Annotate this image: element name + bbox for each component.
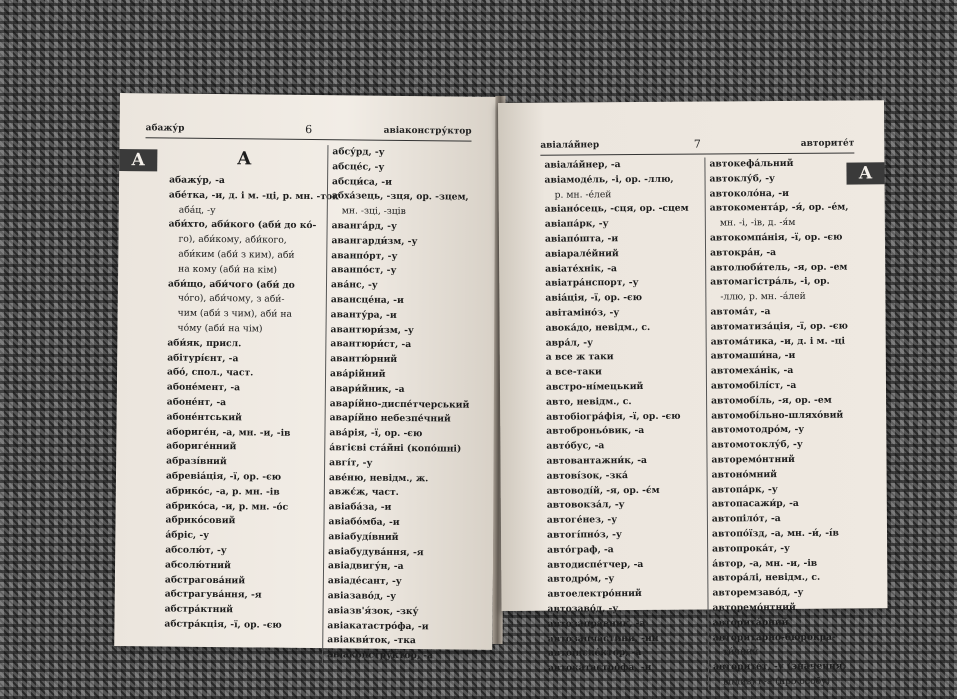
dictionary-entry: автоматиза́ція, -ї, ор. -єю — [710, 320, 848, 333]
dictionary-entry: авіарале́йний — [545, 247, 619, 260]
dictionary-entry: автопіло́т, -а — [711, 513, 781, 525]
dictionary-entry: авіа́ція, -ї, ор. -єю — [545, 292, 643, 304]
dictionary-entry: авангарди́зм, -у — [331, 235, 418, 247]
dictionary-entry: австро-ні́мецький — [545, 380, 644, 393]
dictionary-entry: вплив) і -а (про особу) — [723, 675, 831, 688]
dictionary-entry: авіапа́рк, -у — [544, 218, 609, 230]
dictionary-entry: абориге́нний — [166, 440, 237, 453]
dictionary-entry: авіапо́шта, -и — [544, 233, 619, 245]
dictionary-entry: автокефа́льний — [709, 157, 794, 170]
dictionary-entry: го), аби́кому, аби́кого, — [178, 233, 287, 246]
dictionary-entry: автобіогра́фія, -ї, ор. -єю — [546, 410, 681, 423]
dictionary-entry: абсолю́тний — [165, 559, 231, 571]
dictionary-entry: авторита́рно-бюрокра- — [712, 631, 836, 644]
dictionary-entry: абоне́нт, -а — [166, 396, 227, 409]
dictionary-entry: автома́тика, -и, д. і м. -ці — [710, 335, 846, 348]
dictionary-entry: аванга́рд, -у — [331, 220, 397, 232]
dictionary-entry: автомобі́льно-шляхо́вий — [711, 409, 844, 422]
dictionary-entry: абха́зець, -зця, ор. -зцем, — [331, 190, 469, 204]
left-column-2 — [322, 145, 482, 664]
dictionary-entry: абразі́вний — [166, 455, 227, 468]
dictionary-entry: автоге́нез, -у — [546, 514, 618, 526]
dictionary-entry: автоелектро́нний — [547, 588, 642, 600]
right-running-last-word: авторите́т — [800, 138, 855, 149]
dictionary-entry: автомеха́нік, -а — [710, 365, 794, 377]
dictionary-entry: авто, невідм., с. — [546, 395, 632, 408]
dictionary-entry: аванпо́ст, -у — [331, 264, 397, 277]
dictionary-entry: аба́ц, -у — [178, 204, 216, 216]
dictionary-entry: автомобілі́ст, -а — [710, 379, 797, 392]
dictionary-entry: абориге́н, -а, мн. -и, -ів — [166, 426, 291, 439]
dictionary-entry: автоколо́на, -и — [709, 187, 789, 200]
dictionary-entry: авіате́хнік, -а — [545, 262, 618, 275]
dictionary-entry: автомаши́на, -и — [710, 350, 796, 362]
dictionary-entry: абстрагова́ний — [164, 574, 246, 586]
dictionary-entry: авжє́ж, част. — [328, 486, 399, 499]
dictionary-entry: автоклу́б, -у — [709, 172, 775, 185]
dictionary-entry: авторемо́нтний — [712, 601, 796, 614]
dictionary-entry: абстра́ктний — [164, 603, 234, 616]
dictionary-entry: автоброньо́вик, -а — [546, 425, 645, 438]
dictionary-entry: а все-таки — [545, 366, 602, 378]
dictionary-entry: абоне́нтський — [166, 411, 242, 424]
right-running-first-word: авіала́йнер — [540, 140, 600, 151]
dictionary-entry: авторита́рний — [712, 616, 789, 629]
section-heading: А — [236, 148, 252, 170]
dictionary-entry: аванпо́рт, -у — [331, 249, 398, 262]
dictionary-entry: абревіа́ція, -ї, ор. -єю — [165, 470, 282, 483]
dictionary-entry: авторемзаво́д, -у — [712, 586, 804, 599]
dictionary-entry: авіазв'я́зок, -зку́ — [327, 604, 419, 617]
dictionary-entry: авіаконстру́ктор, -а — [327, 649, 434, 662]
dictionary-entry: авіаба́за, -и — [328, 501, 392, 513]
right-running-head — [540, 139, 854, 156]
dictionary-entry: абстрагува́ння, -я — [164, 588, 262, 601]
dictionary-entry: абрико́с, -а, р. мн. -ів — [165, 485, 280, 498]
right-page-number: 7 — [693, 137, 701, 151]
dictionary-entry: -ллю, р. мн. -а́лей — [720, 291, 806, 303]
dictionary-entry: автолюби́тель, -я, ор. -ем — [710, 261, 848, 274]
dictionary-entry: авіабудува́ння, -я — [328, 545, 424, 558]
dictionary-entry: абоне́мент, -а — [166, 381, 241, 394]
dictionary-entry: автові́зок, -зка́ — [546, 469, 628, 482]
dictionary-entry: мн. -зці, -зців — [341, 205, 406, 218]
dictionary-entry: авіадвигу́н, -а — [328, 560, 404, 573]
dictionary-entry: а́втор, -а, мн. -и, -ів — [712, 557, 818, 570]
dictionary-entry: абажу́р, -а — [169, 174, 225, 187]
dictionary-entry: авітаміно́з, -у — [545, 307, 620, 319]
dictionary-entry: авіатра́нспорт, -у — [545, 277, 639, 290]
dictionary-entry: автопрока́т, -у — [712, 542, 790, 555]
right-page — [498, 100, 888, 688]
left-page — [114, 93, 498, 662]
dictionary-entry: авто́бус, -а — [546, 440, 605, 452]
left-section-tab: А — [119, 149, 157, 171]
dictionary-entry: абстра́кція, -ї, ор. -єю — [164, 618, 282, 631]
dictionary-entry: авіазаво́д, -у — [327, 590, 397, 602]
dictionary-entry: чо́го), аби́чому, з аби́- — [177, 292, 285, 306]
dictionary-entry: авантюри́зм, -у — [330, 323, 414, 336]
dictionary-entry: а все ж таки — [545, 351, 614, 364]
dictionary-entry: чим (аби́ з чим), аби́ на — [177, 307, 293, 320]
dictionary-entry: авіамоде́ль, -і, ор. -ллю, — [544, 173, 674, 186]
left-running-head — [146, 123, 472, 141]
dictionary-entry: аби́як, присл. — [167, 337, 242, 350]
dictionary-entry: авіакатастро́фа, -и — [327, 619, 429, 632]
dictionary-entry: автокомпа́нія, -ї, ор. -єю — [709, 231, 843, 244]
dictionary-entry: ава́рійний — [330, 368, 386, 380]
dictionary-entry: або́, спол., част. — [167, 366, 254, 379]
dictionary-entry: а́бріс, -у — [165, 529, 210, 542]
left-column-1 — [164, 148, 339, 634]
dictionary-entry: авантю́рний — [330, 353, 398, 366]
dictionary-entry: а́вгієві ста́йні (копо́шні) — [329, 442, 462, 455]
left-running-first-word: абажу́р — [145, 123, 185, 134]
dictionary-entry: аварі́йно небезпе́чний — [329, 412, 451, 425]
dictionary-entry: автодиспе́тчер, -а — [547, 558, 644, 571]
dictionary-entry: ава́рія, -ї, ор. -єю — [329, 427, 423, 440]
dictionary-entry: авто́граф, -а — [547, 543, 614, 556]
dictionary-entry: автора́лі, невідм., с. — [712, 572, 821, 584]
dictionary-entry: абітурі́єнт, -а — [167, 352, 239, 364]
dictionary-entry: авантюри́ст, -а — [330, 338, 412, 351]
right-column-1 — [544, 158, 698, 677]
dictionary-entry: автопасажи́р, -а — [711, 498, 799, 510]
left-page-number: 6 — [305, 122, 313, 137]
dictionary-entry: автогі́пно́з, -у — [546, 529, 622, 541]
dictionary-entry: автозапча́стини, -ин — [547, 632, 659, 645]
dictionary-entry: авансце́на, -и — [330, 294, 404, 306]
dictionary-entry: чо́му (аби́ на чім) — [177, 322, 263, 335]
dictionary-entry: авіакви́ток, -тка — [327, 634, 416, 647]
dictionary-entry: аванту́ра, -и — [330, 308, 397, 321]
dictionary-entry: ава́нс, -у — [330, 279, 378, 291]
dictionary-entry: авіабуді́вний — [328, 530, 399, 543]
dictionary-entry: аби́ким (аби́ з ким), аби́ — [178, 248, 295, 261]
dictionary-entry: абрико́са, -и, р. мн. -о́с — [165, 500, 289, 513]
dictionary-entry: авгі́т, -у — [329, 456, 373, 469]
dictionary-entry: автоводі́й, -я, ор. -є́м — [546, 484, 660, 497]
dictionary-entry: мн. -і, -ів, д. -я́м — [719, 217, 796, 229]
dictionary-entry: авіано́сець, -сця, ор. -сцем — [544, 203, 689, 216]
dictionary-entry: авра́л, -у — [545, 336, 594, 349]
dictionary-entry: авока́до, невідм., с. — [545, 321, 651, 334]
dictionary-entry: авіабо́мба, -и — [328, 516, 400, 528]
dictionary-entry: абсолю́т, -у — [165, 544, 227, 557]
dictionary-entry: автодро́м, -у — [547, 573, 615, 585]
dictionary-entry: автоінспе́ктор, -а — [547, 647, 642, 659]
dictionary-entry: авіаде́сант, -у — [327, 575, 402, 588]
dictionary-entry: автопо́їзд, -а, мн. -и́, -і́в — [711, 527, 839, 540]
dictionary-entry: автокра́н, -а — [710, 246, 777, 259]
dictionary-entry: р. мн. -е́лей — [554, 188, 612, 201]
dictionary-entry: автокомента́р, -я́, ор. -е́м, — [709, 201, 849, 214]
dictionary-entry: на кому (аби́ на кім) — [178, 263, 278, 276]
dictionary-entry: автомотоклу́б, -у — [711, 439, 803, 451]
left-running-last-word: авіаконстру́ктор — [383, 125, 472, 137]
dictionary-entry: аби́хто, аби́кого (аби́ до ко́- — [168, 218, 317, 232]
dictionary-entry: автоно́мний — [711, 468, 777, 481]
dictionary-entry: абрико́совий — [165, 514, 236, 527]
dictionary-entry: абсце́с, -у — [332, 161, 385, 173]
dictionary-entry: аби́що, аби́чого (аби́ до — [167, 278, 295, 291]
dictionary-entry: автозапра́вник, -а — [547, 617, 646, 630]
dictionary-entry: авари́йник, -а — [329, 382, 405, 395]
right-column-2 — [704, 156, 873, 690]
dictionary-entry: автомотодро́м, -у — [711, 424, 805, 436]
dictionary-entry: автомагістра́ль, -і, ор. — [710, 276, 830, 288]
dictionary-entry: автовантажни́к, -а — [546, 454, 648, 467]
dictionary-entry: автома́т, -а — [710, 306, 771, 318]
dictionary-entry: абе́тка, -и, д. і м. -ці, р. мн. -ток — [168, 189, 339, 203]
dictionary-entry: аве́ню, невідм., ж. — [328, 471, 429, 484]
dictionary-entry: автокатастро́фа, -и — [547, 662, 652, 674]
dictionary-entry: авторите́т, -у (значення, — [712, 660, 846, 673]
dictionary-entry: аварі́йно-диспе́тчерський — [329, 397, 470, 411]
dictionary-entry: автопа́рк, -у — [711, 483, 778, 496]
dictionary-entry: автомобі́ль, -я, ор. -ем — [711, 394, 832, 407]
dictionary-entry: авторемо́нтний — [711, 453, 795, 466]
dictionary-entry: автозаво́д, -у — [547, 603, 619, 615]
dictionary-entry: авіала́йнер, -а — [544, 159, 621, 171]
dictionary-entry: ти́чний — [722, 646, 759, 658]
dictionary-entry: автовокза́л, -у — [546, 499, 625, 511]
right-section-tab: А — [846, 162, 884, 184]
dictionary-entry: абсци́са, -и — [332, 175, 393, 188]
dictionary-entry: абсу́рд, -у — [332, 146, 385, 158]
